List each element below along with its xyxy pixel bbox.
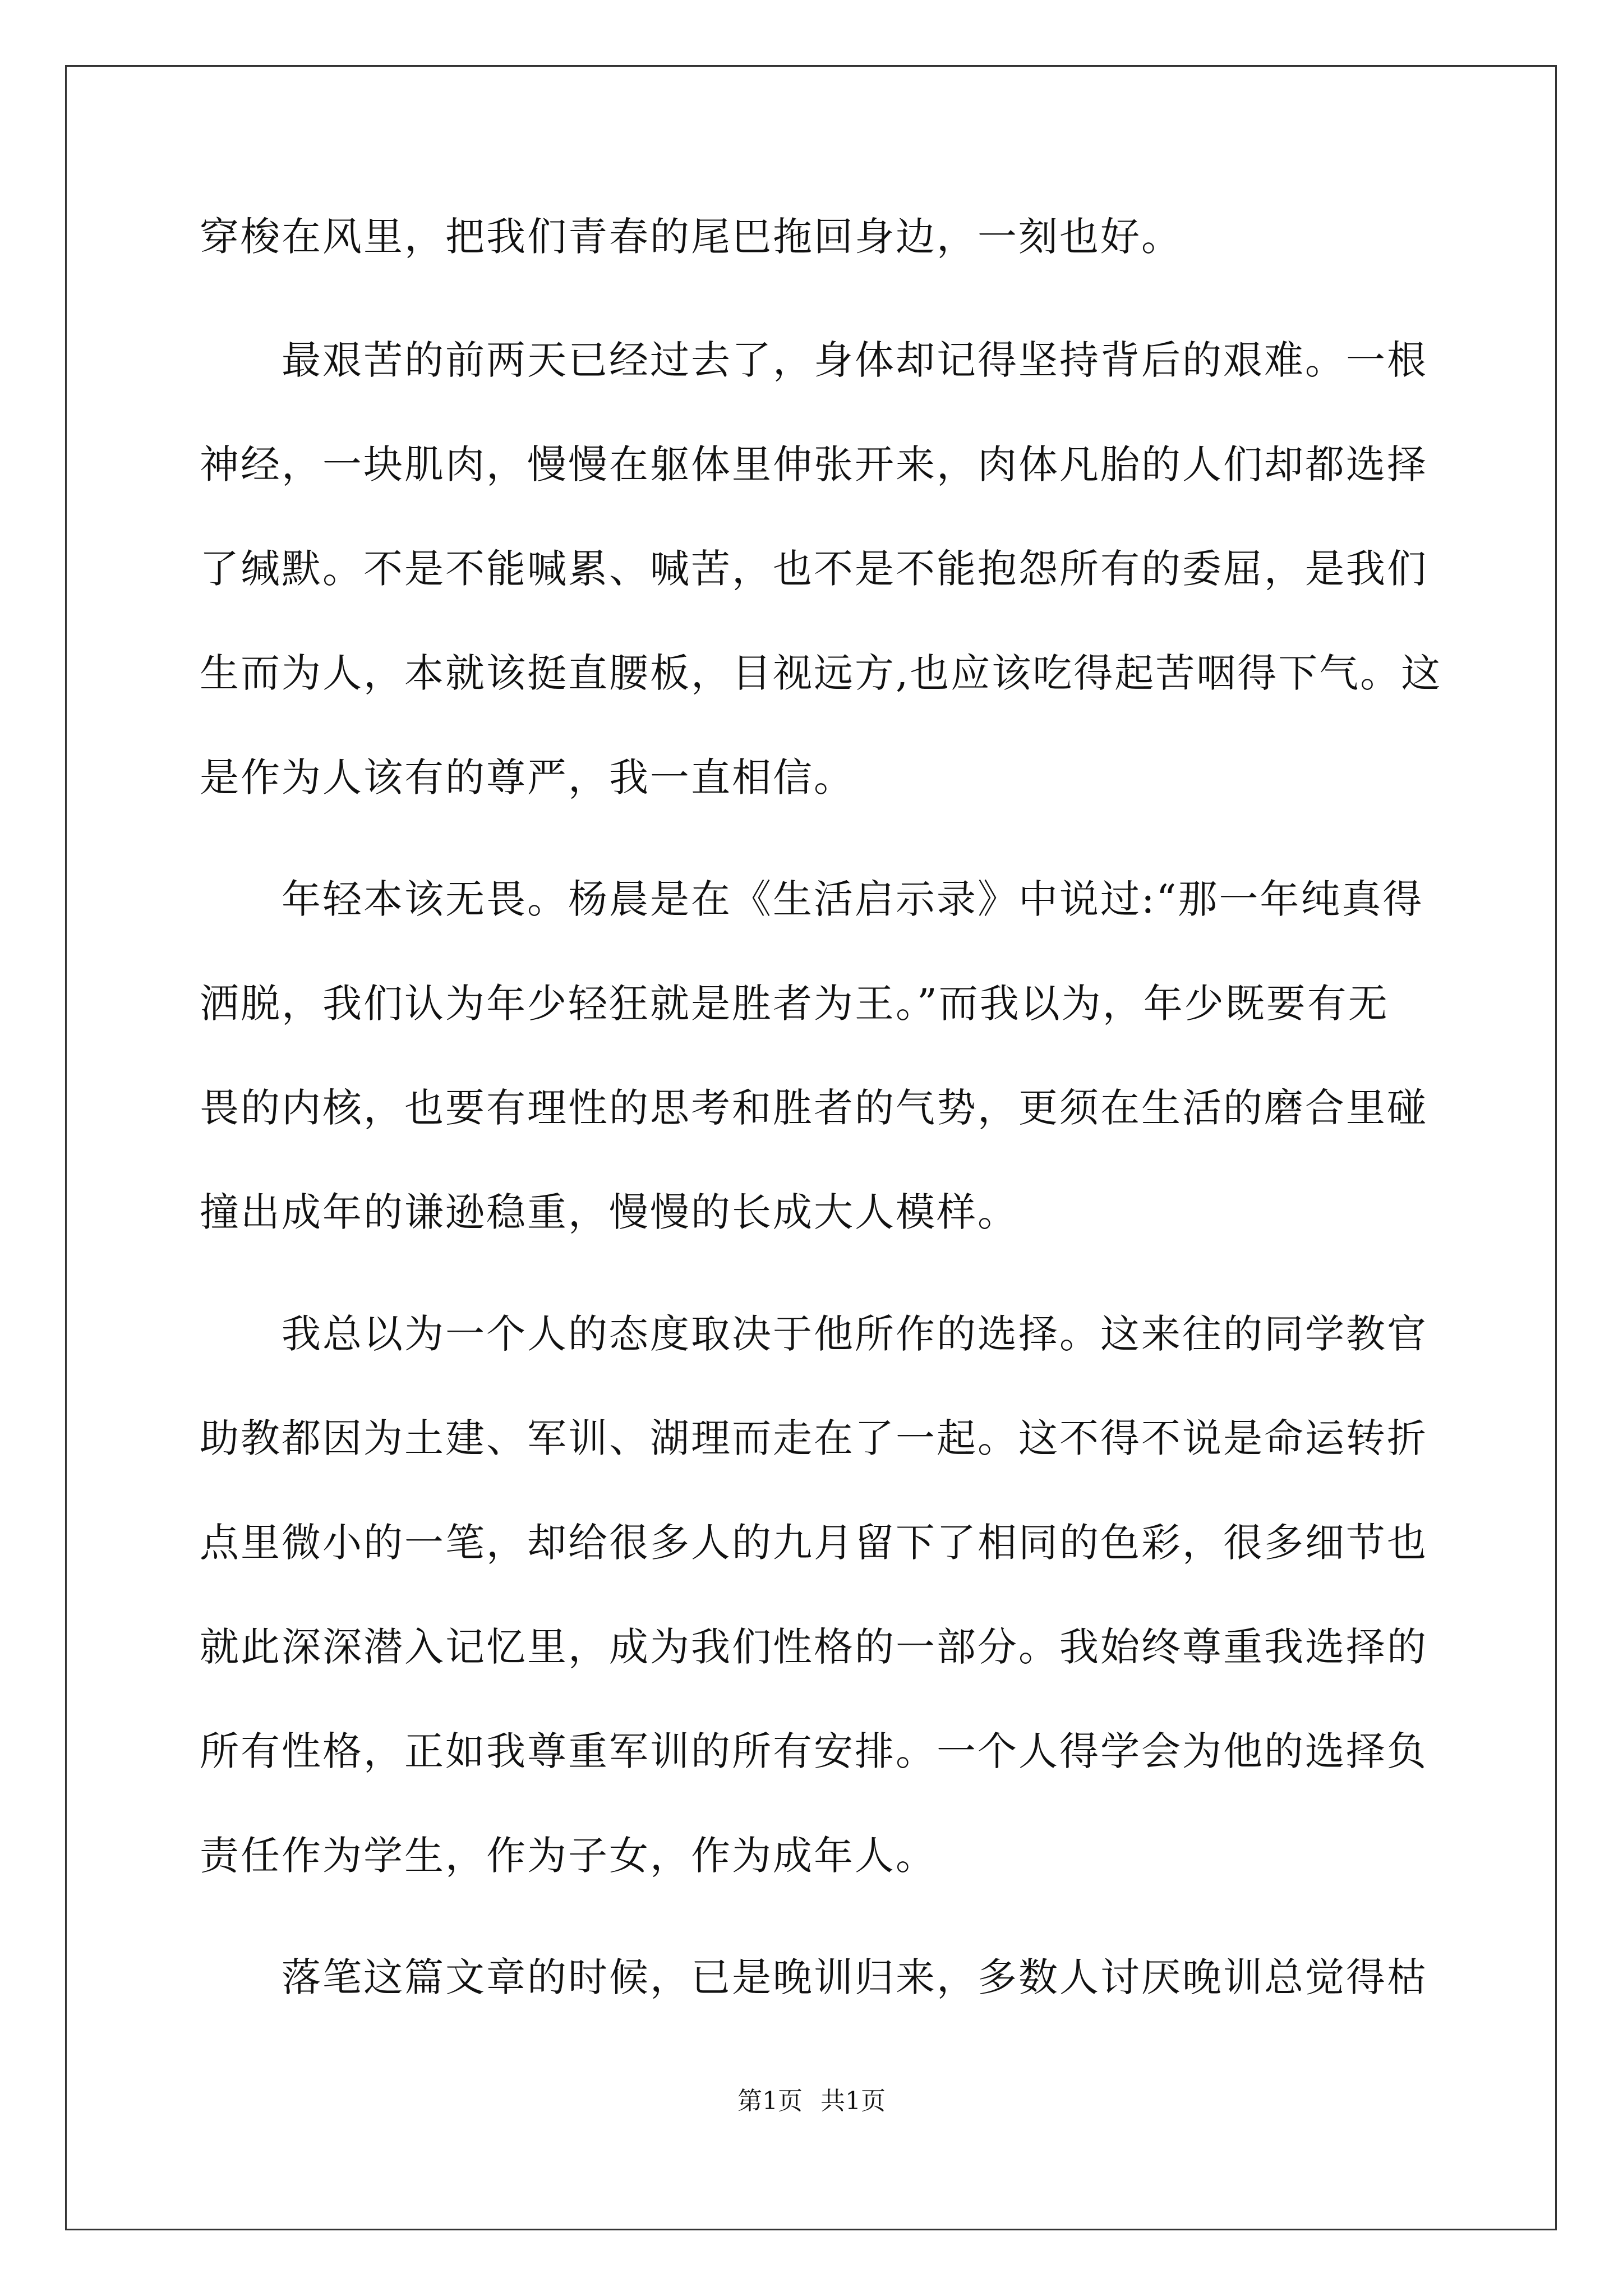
text-line: 点里微小的一笔，却给很多人的九月留下了相同的色彩，很多细节也 <box>200 1520 1428 1566</box>
text-line: 就此深深潜入记忆里，成为我们性格的一部分。我始终尊重我选择的 <box>200 1624 1428 1670</box>
text-line: 年轻本该无畏。杨晨是在《生活启示录》中说过:“那一年纯真得 <box>200 876 1424 922</box>
page-number: 第1页 <box>737 2087 803 2115</box>
page-total: 共1页 <box>820 2087 886 2115</box>
page-footer <box>0 2085 1623 2118</box>
text-line: 穿梭在风里，把我们青春的尾巴拖回身边，一刻也好。 <box>200 214 1182 260</box>
text-line: 生而为人，本就该挺直腰板，目视远方,也应该吃得起苦咽得下气。这 <box>200 650 1442 696</box>
text-line: 撞出成年的谦逊稳重，慢慢的长成大人模样。 <box>200 1189 1018 1235</box>
page-border <box>65 65 1557 2230</box>
text-line: 责任作为学生，作为子女，作为成年人。 <box>200 1833 937 1879</box>
text-line: 是作为人该有的尊严，我一直相信。 <box>200 754 855 800</box>
text-line: 我总以为一个人的态度取决于他所作的选择。这来往的同学教官 <box>200 1311 1428 1357</box>
text-line: 最艰苦的前两天已经过去了，身体却记得坚持背后的艰难。一根 <box>200 337 1428 383</box>
text-line: 助教都因为土建、军训、湖理而走在了一起。这不得不说是命运转折 <box>200 1415 1428 1461</box>
text-line: 落笔这篇文章的时候，已是晚训归来，多数人讨厌晚训总觉得枯 <box>200 1954 1428 2000</box>
text-line: 所有性格，正如我尊重军训的所有安排。一个人得学会为他的选择负 <box>200 1728 1428 1774</box>
text-line: 神经，一块肌肉，慢慢在躯体里伸张开来，肉体凡胎的人们却都选择 <box>200 441 1428 487</box>
text-line: 了缄默。不是不能喊累、喊苦，也不是不能抱怨所有的委屈，是我们 <box>200 546 1428 592</box>
text-line: 洒脱，我们认为年少轻狂就是胜者为王。”而我以为，年少既要有无 <box>200 981 1389 1027</box>
text-line: 畏的内核，也要有理性的思考和胜者的气势，更须在生活的磨合里碰 <box>200 1085 1428 1131</box>
